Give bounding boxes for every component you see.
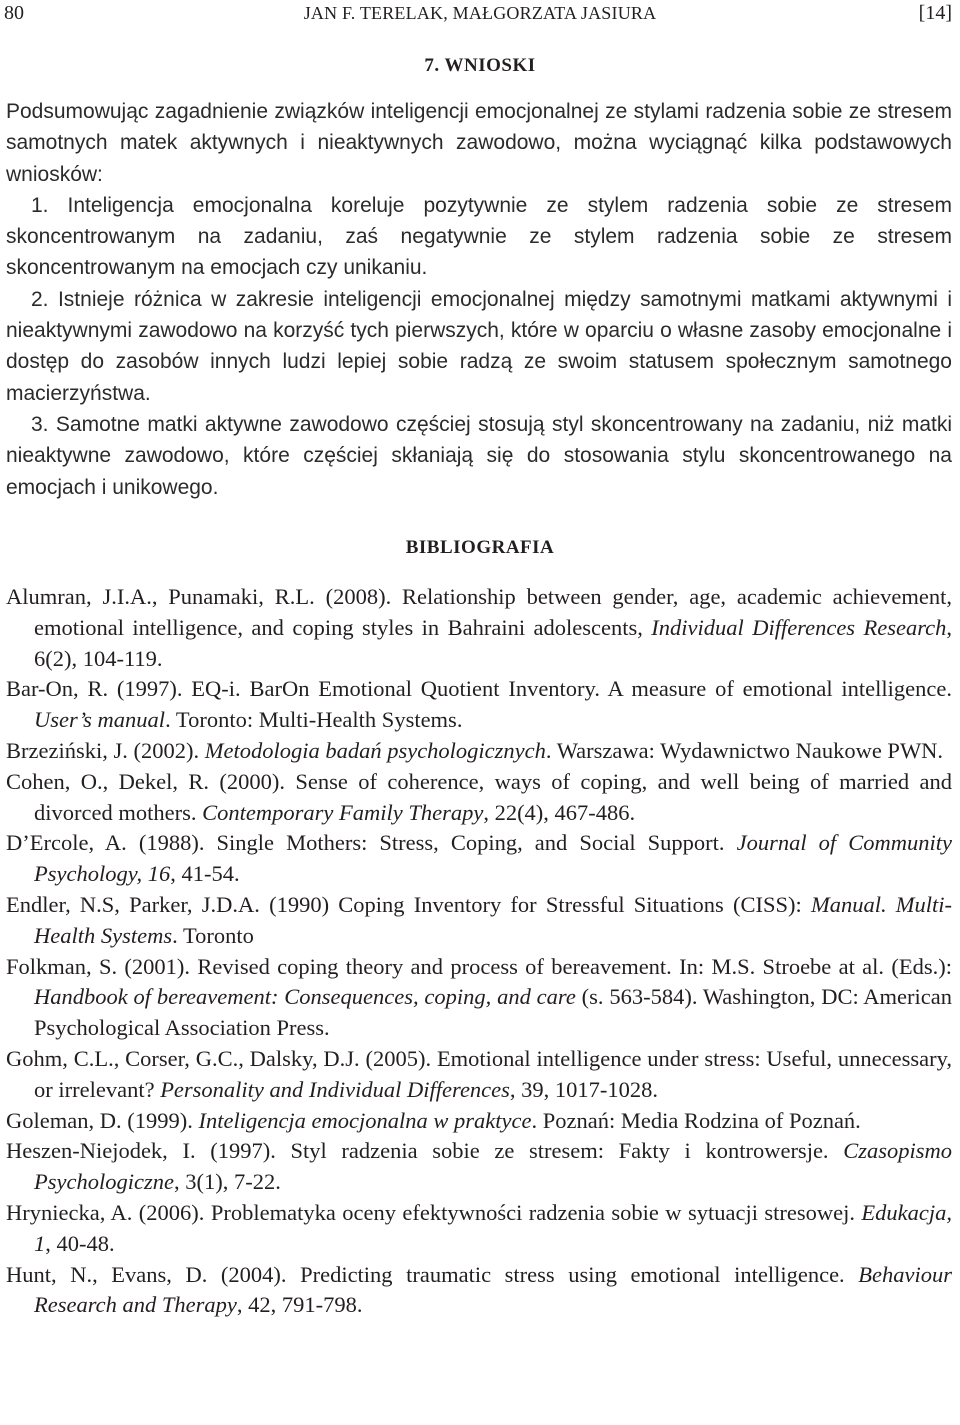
conclusion-point: 2. Istnieje różnica w zakresie inteligencji emocjonalnej między samotnymi matkami aktywnymi i nieaktywnymi zawodowo na korzyść tych pierwszych, które w oparciu o własne zasoby emocjonalne i dostęp do zasobów innych ludzi lepiej sobie radzą ze swoim statusem społecznym samotnego macierzyństwa. bbox=[6, 287, 952, 405]
running-header-authors: JAN F. TERELAK, MAŁGORZATA JASIURA bbox=[303, 3, 657, 23]
reference-entry: Brzeziński, J. (2002). Metodologia badań psychologicznych. Warszawa: Wydawnictwo Naukowe PWN. bbox=[6, 737, 944, 763]
bibliography-list bbox=[6, 582, 952, 1321]
page-number: 80 bbox=[4, 2, 24, 24]
section-title: 7. WNIOSKI bbox=[424, 55, 536, 76]
conclusions-intro: Podsumowując zagadnienie związków inteligencji emocjonalnej ze stylami radzenia sobie ze stresem samotnych matek aktywnych i nieaktywnych zawodowo, można wyciągnąć kilka podstawowych wniosków: bbox=[6, 100, 952, 186]
issue-number: [14] bbox=[918, 2, 952, 24]
conclusion-point: 3. Samotne matki aktywne zawodowo częściej stosują styl skoncentrowany na zadaniu, niż matki nieaktywne zawodowo, które częściej skłaniają się do stosowania stylu skoncentrowanego na emocjach i unikowego. bbox=[6, 412, 952, 499]
reference-entry: Folkman, S. (2001). Revised coping theory and process of bereavement. In: M.S. Stroebe at al. (Eds.): Handbook of bereavement: Consequences, coping, and care (s. 563-584). Washington, DC: American Psychological Association Press. bbox=[6, 953, 952, 1041]
reference-entry: Cohen, O., Dekel, R. (2000). Sense of coherence, ways of coping, and well being of married and divorced mothers. Contemporary Family Therapy, 22(4), 467-486. bbox=[6, 768, 952, 825]
reference-entry: Heszen-Niejodek, I. (1997). Styl radzenia sobie ze stresem: Fakty i kontrowersje. Czasopismo Psychologiczne, 3(1), 7-22. bbox=[6, 1138, 952, 1195]
reference-entry: Hunt, N., Evans, D. (2004). Predicting traumatic stress using emotional intelligence. Behaviour Research and Therapy, 42, 791-798. bbox=[6, 1261, 952, 1318]
reference-entry: Gohm, C.L., Corser, G.C., Dalsky, D.J. (2005). Emotional intelligence under stress: Useful, unnecessary, or irrelevant? Personality and Individual Differences, 39, 1017-1028. bbox=[6, 1045, 952, 1102]
reference-entry: Goleman, D. (1999). Inteligencja emocjonalna w praktyce. Poznań: Media Rodzina of Poznań. bbox=[6, 1107, 861, 1133]
reference-entry: Hryniecka, A. (2006). Problematyka oceny efektywności radzenia sobie w sytuacji stresowej. Edukacja, 1, 40-48. bbox=[6, 1199, 952, 1256]
conclusions-body bbox=[6, 96, 952, 503]
reference-entry: Endler, N.S, Parker, J.D.A. (1990) Coping Inventory for Stressful Situations (CISS): Manual. Multi-Health Systems. Toronto bbox=[6, 891, 953, 948]
bibliography-title: BIBLIOGRAFIA bbox=[405, 537, 555, 558]
reference-entry: Alumran, J.I.A., Punamaki, R.L. (2008). Relationship between gender, age, academic achievement, emotional intelligence, and coping styles in Bahraini adolescents, Individual Differences Research, 6(2), 104-119. bbox=[6, 584, 953, 671]
reference-entry: D’Ercole, A. (1988). Single Mothers: Stress, Coping, and Social Support. Journal of Community Psychology, 16, 41-54. bbox=[6, 830, 952, 887]
running-header bbox=[0, 0, 960, 30]
conclusion-point: 1. Inteligencja emocjonalna koreluje pozytywnie ze stylem radzenia sobie ze stresem skoncentrowanym na zadaniu, zaś negatywnie ze stylem radzenia sobie ze stresem skoncentrowanym na emocjach czy unikaniu. bbox=[6, 193, 952, 280]
reference-entry: Bar-On, R. (1997). EQ-i. BarOn Emotional Quotient Inventory. A measure of emotional intelligence. User’s manual. Toronto: Multi-Health Systems. bbox=[6, 676, 952, 733]
